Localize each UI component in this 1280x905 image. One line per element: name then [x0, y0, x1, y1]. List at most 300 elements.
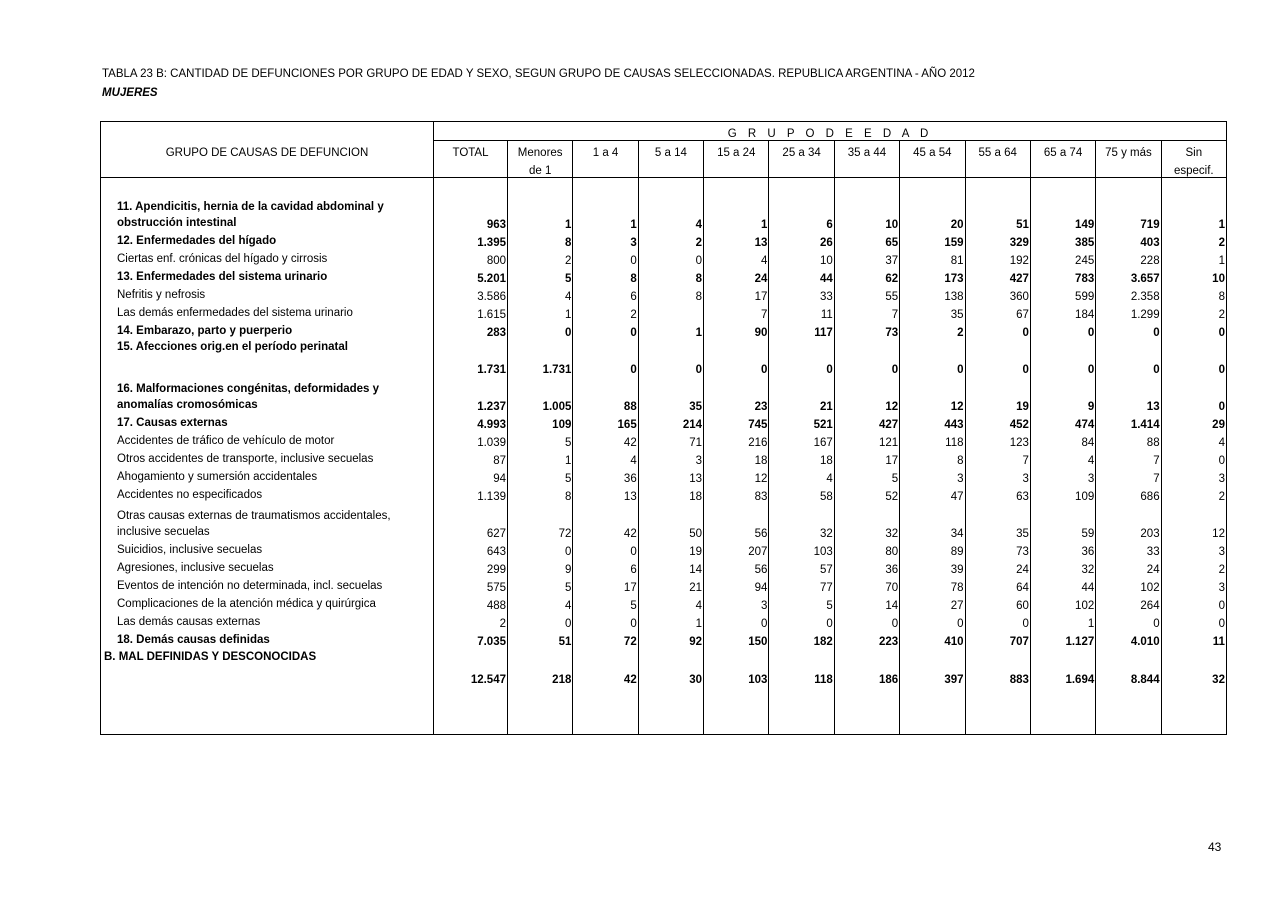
cell-value: 63	[965, 485, 1030, 503]
cell-value: 44	[769, 267, 834, 285]
column-header-line2	[638, 159, 703, 178]
table-row	[101, 540, 1227, 558]
table-row	[101, 194, 1227, 231]
cell-value: 10	[769, 249, 834, 267]
row-label: Otras causas externas de traumatismos accidentales, inclusive secuelas	[101, 503, 434, 540]
cell-value: 3.586	[434, 285, 508, 303]
cell-value: 5	[508, 431, 573, 449]
cell-value: 4	[638, 594, 703, 612]
column-header-line2	[573, 159, 638, 178]
cell-value: 0	[704, 339, 769, 376]
table-title: TABLA 23 B: CANTIDAD DE DEFUNCIONES POR GRUPO DE EDAD Y SEXO, SEGUN GRUPO DE CAUSAS SELECCIONADAS. REPUBLICA ARGENTINA - AÑO 2012	[102, 68, 975, 80]
cell-value: 165	[573, 413, 638, 431]
row-label: Nefritis y nefrosis	[101, 285, 434, 303]
table-row	[101, 431, 1227, 449]
table-row	[101, 612, 1227, 630]
cell-value: 149	[1030, 194, 1095, 231]
cell-value: 17	[704, 285, 769, 303]
cell-value: 89	[900, 540, 965, 558]
column-header: Menores	[508, 141, 573, 160]
cell-value: 5	[834, 467, 899, 485]
cell-value: 4	[769, 467, 834, 485]
cell-value: 1.039	[434, 431, 508, 449]
cell-value: 12.547	[434, 648, 508, 686]
cell-value: 13	[573, 485, 638, 503]
cell-value: 36	[1030, 540, 1095, 558]
cell-value: 4	[1030, 449, 1095, 467]
cell-value: 427	[965, 267, 1030, 285]
cell-value: 18	[769, 449, 834, 467]
column-header: 55 a 64	[965, 141, 1030, 160]
cell-value: 32	[1030, 558, 1095, 576]
cell-value: 30	[638, 648, 703, 686]
cell-value: 2	[1161, 303, 1226, 321]
row-label: Las demás causas externas	[101, 612, 434, 630]
cell-value: 5	[573, 594, 638, 612]
cell-value: 745	[704, 413, 769, 431]
cell-value: 150	[704, 630, 769, 648]
cell-value: 3	[965, 467, 1030, 485]
cell-value: 56	[704, 558, 769, 576]
cell-value: 1	[704, 194, 769, 231]
cell-value: 12	[900, 376, 965, 413]
column-header-line2	[769, 159, 834, 178]
cell-value: 1	[508, 194, 573, 231]
cell-value: 4	[508, 285, 573, 303]
cell-value: 4.010	[1096, 630, 1161, 648]
cell-value: 103	[704, 648, 769, 686]
cell-value: 1	[508, 449, 573, 467]
cell-value: 102	[1030, 594, 1095, 612]
cell-value: 6	[769, 194, 834, 231]
cell-value: 34	[900, 503, 965, 540]
cell-value: 58	[769, 485, 834, 503]
table-row	[101, 576, 1227, 594]
cell-value: 50	[638, 503, 703, 540]
cell-value: 118	[769, 648, 834, 686]
cell-value: 36	[573, 467, 638, 485]
cell-value: 81	[900, 249, 965, 267]
cell-value: 186	[834, 648, 899, 686]
row-label: Complicaciones de la atención médica y quirúrgica	[101, 594, 434, 612]
cell-value: 13	[638, 467, 703, 485]
column-header-line2	[1030, 159, 1095, 178]
table-row	[101, 303, 1227, 321]
cell-value: 0	[1161, 339, 1226, 376]
cell-value: 8	[508, 485, 573, 503]
cell-value: 77	[769, 576, 834, 594]
cell-value: 1.615	[434, 303, 508, 321]
cell-value: 1.731	[434, 339, 508, 376]
cell-value: 329	[965, 231, 1030, 249]
table-row	[101, 249, 1227, 267]
cell-value: 35	[965, 503, 1030, 540]
cell-value: 192	[965, 249, 1030, 267]
cell-value: 57	[769, 558, 834, 576]
cell-value: 94	[704, 576, 769, 594]
cell-value: 29	[1161, 413, 1226, 431]
cell-value: 3	[704, 594, 769, 612]
cell-value: 7.035	[434, 630, 508, 648]
cell-value: 94	[434, 467, 508, 485]
row-label: Accidentes de tráfico de vehículo de motor	[101, 431, 434, 449]
cell-value: 109	[508, 413, 573, 431]
cell-value: 20	[900, 194, 965, 231]
cell-value: 427	[834, 413, 899, 431]
cell-value: 1.731	[508, 339, 573, 376]
cell-value: 5	[769, 594, 834, 612]
cell-value: 719	[1096, 194, 1161, 231]
column-header-line2	[834, 159, 899, 178]
cell-value: 72	[573, 630, 638, 648]
cell-value: 84	[1030, 431, 1095, 449]
cell-value: 3	[1161, 540, 1226, 558]
table-row	[101, 558, 1227, 576]
column-header-line2	[965, 159, 1030, 178]
cell-value: 167	[769, 431, 834, 449]
cell-value: 488	[434, 594, 508, 612]
cell-value: 1.414	[1096, 413, 1161, 431]
cell-value: 2	[573, 303, 638, 321]
column-header-line2	[704, 159, 769, 178]
cell-value: 59	[1030, 503, 1095, 540]
cell-value: 8	[508, 231, 573, 249]
table-row	[101, 503, 1227, 540]
column-header: 5 a 14	[638, 141, 703, 160]
cell-value: 19	[638, 540, 703, 558]
cell-value: 707	[965, 630, 1030, 648]
column-header: Sin	[1161, 141, 1226, 160]
cell-value: 452	[965, 413, 1030, 431]
cell-value: 4	[638, 194, 703, 231]
cell-value: 443	[900, 413, 965, 431]
cell-value: 73	[965, 540, 1030, 558]
cell-value: 33	[1096, 540, 1161, 558]
row-label: Eventos de intención no determinada, incl. secuelas	[101, 576, 434, 594]
cell-value: 109	[1030, 485, 1095, 503]
row-label: Ahogamiento y sumersión accidentales	[101, 467, 434, 485]
cell-value: 8.844	[1096, 648, 1161, 686]
column-header-line2	[434, 159, 508, 178]
column-header: 25 a 34	[769, 141, 834, 160]
cell-value: 13	[704, 231, 769, 249]
cell-value: 26	[769, 231, 834, 249]
cell-value: 410	[900, 630, 965, 648]
cell-value: 51	[965, 194, 1030, 231]
cell-value: 643	[434, 540, 508, 558]
cell-value: 0	[1161, 376, 1226, 413]
cell-value: 18	[704, 449, 769, 467]
cell-value: 18	[638, 485, 703, 503]
table-row	[101, 630, 1227, 648]
cell-value: 102	[1096, 576, 1161, 594]
cell-value: 0	[1161, 449, 1226, 467]
cell-value: 0	[1161, 612, 1226, 630]
cell-value: 0	[769, 339, 834, 376]
cell-value: 6	[573, 285, 638, 303]
cell-value: 963	[434, 194, 508, 231]
age-group-header: G R U P O D E E D A D	[434, 122, 1227, 141]
cell-value: 14	[834, 594, 899, 612]
cell-value: 56	[704, 503, 769, 540]
cell-value: 5	[508, 467, 573, 485]
cell-value: 216	[704, 431, 769, 449]
cell-value: 0	[1096, 612, 1161, 630]
cell-value: 1.139	[434, 485, 508, 503]
column-header-line2: de 1	[508, 159, 573, 178]
deaths-table	[100, 121, 1227, 735]
cell-value: 299	[434, 558, 508, 576]
cell-value: 42	[573, 431, 638, 449]
cell-value: 8	[638, 267, 703, 285]
cell-value: 64	[965, 576, 1030, 594]
row-label: 13. Enfermedades del sistema urinario	[101, 267, 434, 285]
cell-value: 60	[965, 594, 1030, 612]
row-label: Accidentes no especificados	[101, 485, 434, 503]
cell-value: 9	[508, 558, 573, 576]
cell-value: 55	[834, 285, 899, 303]
cell-value: 218	[508, 648, 573, 686]
cell-value: 4	[1161, 431, 1226, 449]
cell-value: 3	[1161, 576, 1226, 594]
cell-value: 627	[434, 503, 508, 540]
cell-value: 0	[900, 339, 965, 376]
cell-value: 117	[769, 321, 834, 339]
cell-value: 65	[834, 231, 899, 249]
cell-value: 2	[1161, 231, 1226, 249]
cell-value: 37	[834, 249, 899, 267]
cell-value: 182	[769, 630, 834, 648]
cell-value: 88	[1096, 431, 1161, 449]
cell-value: 5	[508, 576, 573, 594]
table-row	[101, 339, 1227, 376]
cell-value: 0	[508, 540, 573, 558]
cell-value: 5	[508, 267, 573, 285]
cell-value: 9	[1030, 376, 1095, 413]
cell-value: 686	[1096, 485, 1161, 503]
column-header: TOTAL	[434, 141, 508, 160]
column-header: 75 y más	[1096, 141, 1161, 160]
cell-value: 24	[965, 558, 1030, 576]
cell-value: 72	[508, 503, 573, 540]
cell-value: 33	[769, 285, 834, 303]
cell-value: 0	[508, 321, 573, 339]
cell-value: 3	[900, 467, 965, 485]
cell-value: 44	[1030, 576, 1095, 594]
cell-value: 283	[434, 321, 508, 339]
cell-value: 11	[1161, 630, 1226, 648]
cell-value: 1	[1161, 194, 1226, 231]
cell-value: 3	[638, 449, 703, 467]
cell-value: 24	[704, 267, 769, 285]
cell-value: 0	[508, 612, 573, 630]
cell-value: 1.299	[1096, 303, 1161, 321]
cell-value: 6	[573, 558, 638, 576]
cell-value: 1	[1030, 612, 1095, 630]
cell-value: 7	[834, 303, 899, 321]
cell-value: 8	[573, 267, 638, 285]
cell-value: 123	[965, 431, 1030, 449]
row-label: 11. Apendicitis, hernia de la cavidad abdominal y obstrucción intestinal	[101, 194, 434, 231]
cell-value: 23	[704, 376, 769, 413]
row-label: Suicidios, inclusive secuelas	[101, 540, 434, 558]
cell-value: 121	[834, 431, 899, 449]
cell-value: 228	[1096, 249, 1161, 267]
cell-value: 3	[1161, 467, 1226, 485]
row-label: 15. Afecciones orig.en el período perinatal	[101, 339, 434, 376]
table-row	[101, 449, 1227, 467]
cell-value: 5.201	[434, 267, 508, 285]
cell-value: 2	[434, 612, 508, 630]
cell-value: 12	[704, 467, 769, 485]
cell-value: 70	[834, 576, 899, 594]
cell-value: 21	[638, 576, 703, 594]
cell-value: 1.237	[434, 376, 508, 413]
cell-value: 4	[704, 249, 769, 267]
cell-value: 88	[573, 376, 638, 413]
table-row	[101, 413, 1227, 431]
cell-value: 0	[965, 321, 1030, 339]
column-header-line2	[900, 159, 965, 178]
cell-value: 118	[900, 431, 965, 449]
cell-value: 90	[704, 321, 769, 339]
cell-value: 159	[900, 231, 965, 249]
cell-value: 173	[900, 267, 965, 285]
cell-value: 2.358	[1096, 285, 1161, 303]
cell-value: 0	[834, 612, 899, 630]
cell-value: 385	[1030, 231, 1095, 249]
cell-value: 10	[1161, 267, 1226, 285]
cell-value: 62	[834, 267, 899, 285]
cell-value: 87	[434, 449, 508, 467]
cell-value: 8	[1161, 285, 1226, 303]
mal-definidas-row	[101, 648, 1227, 686]
cell-value: 0	[638, 249, 703, 267]
cell-value: 1.005	[508, 376, 573, 413]
cell-value: 575	[434, 576, 508, 594]
cell-value: 14	[638, 558, 703, 576]
column-header: 65 a 74	[1030, 141, 1095, 160]
cell-value: 883	[965, 648, 1030, 686]
cell-value: 7	[965, 449, 1030, 467]
cell-value: 73	[834, 321, 899, 339]
cell-value: 1	[638, 321, 703, 339]
cell-value: 0	[965, 612, 1030, 630]
cell-value: 42	[573, 503, 638, 540]
column-header-line2	[1096, 159, 1161, 178]
cell-value: 2	[900, 321, 965, 339]
cell-value: 10	[834, 194, 899, 231]
cell-value: 42	[573, 648, 638, 686]
cell-value: 800	[434, 249, 508, 267]
cell-value: 2	[1161, 485, 1226, 503]
cell-value: 3	[1030, 467, 1095, 485]
cell-value: 214	[638, 413, 703, 431]
cell-value: 138	[900, 285, 965, 303]
cell-value: 47	[900, 485, 965, 503]
cell-value: 35	[900, 303, 965, 321]
column-header: 1 a 4	[573, 141, 638, 160]
cell-value: 0	[965, 339, 1030, 376]
row-label: 16. Malformaciones congénitas, deformidades y anomalías cromosómicas	[101, 376, 434, 413]
cell-value: 3	[573, 231, 638, 249]
cell-value: 1.127	[1030, 630, 1095, 648]
cause-header: GRUPO DE CAUSAS DE DEFUNCION	[101, 141, 434, 160]
page-number: 43	[1208, 840, 1222, 854]
cell-value: 0	[769, 612, 834, 630]
cell-value: 2	[1161, 558, 1226, 576]
cell-value: 207	[704, 540, 769, 558]
cell-value: 8	[638, 285, 703, 303]
table-row	[101, 467, 1227, 485]
cell-value: 19	[965, 376, 1030, 413]
cell-value: 78	[900, 576, 965, 594]
cell-value: 0	[900, 612, 965, 630]
table-row	[101, 321, 1227, 339]
cell-value: 36	[834, 558, 899, 576]
cell-value: 7	[1096, 467, 1161, 485]
cell-value: 1.694	[1030, 648, 1095, 686]
column-header: 45 a 54	[900, 141, 965, 160]
cell-value: 1	[1161, 249, 1226, 267]
cell-value: 80	[834, 540, 899, 558]
table-row	[101, 231, 1227, 249]
cell-value: 35	[638, 376, 703, 413]
cell-value: 0	[573, 612, 638, 630]
cell-value: 599	[1030, 285, 1095, 303]
cell-value: 203	[1096, 503, 1161, 540]
cell-value: 67	[965, 303, 1030, 321]
cell-value: 32	[1161, 648, 1226, 686]
cell-value: 32	[834, 503, 899, 540]
cell-value: 0	[573, 249, 638, 267]
column-header-line2: especif.	[1161, 159, 1226, 178]
cell-value: 4	[573, 449, 638, 467]
cell-value: 0	[1096, 321, 1161, 339]
row-label: Otros accidentes de transporte, inclusive secuelas	[101, 449, 434, 467]
cell-value: 24	[1096, 558, 1161, 576]
cell-value: 1	[638, 612, 703, 630]
cell-value: 39	[900, 558, 965, 576]
cell-value: 21	[769, 376, 834, 413]
column-header: 15 a 24	[704, 141, 769, 160]
cell-value: 12	[1161, 503, 1226, 540]
row-label: Ciertas enf. crónicas del hígado y cirrosis	[101, 249, 434, 267]
column-header: 35 a 44	[834, 141, 899, 160]
cell-value: 783	[1030, 267, 1095, 285]
cell-value: 4	[508, 594, 573, 612]
cell-value: 17	[834, 449, 899, 467]
row-label: 18. Demás causas definidas	[101, 630, 434, 648]
cell-value: 0	[573, 540, 638, 558]
cell-value: 184	[1030, 303, 1095, 321]
cell-value: 0	[704, 612, 769, 630]
cell-value: 397	[900, 648, 965, 686]
table-row	[101, 485, 1227, 503]
cell-value: 1.395	[434, 231, 508, 249]
cell-value: 52	[834, 485, 899, 503]
cell-value: 7	[1096, 449, 1161, 467]
cell-value: 0	[1030, 339, 1095, 376]
header-row-group	[101, 122, 1227, 141]
cell-value: 92	[638, 630, 703, 648]
row-label: 17. Causas externas	[101, 413, 434, 431]
row-label: Agresiones, inclusive secuelas	[101, 558, 434, 576]
cell-value: 103	[769, 540, 834, 558]
table-row	[101, 267, 1227, 285]
cell-value: 1	[508, 303, 573, 321]
cell-value: 0	[638, 339, 703, 376]
